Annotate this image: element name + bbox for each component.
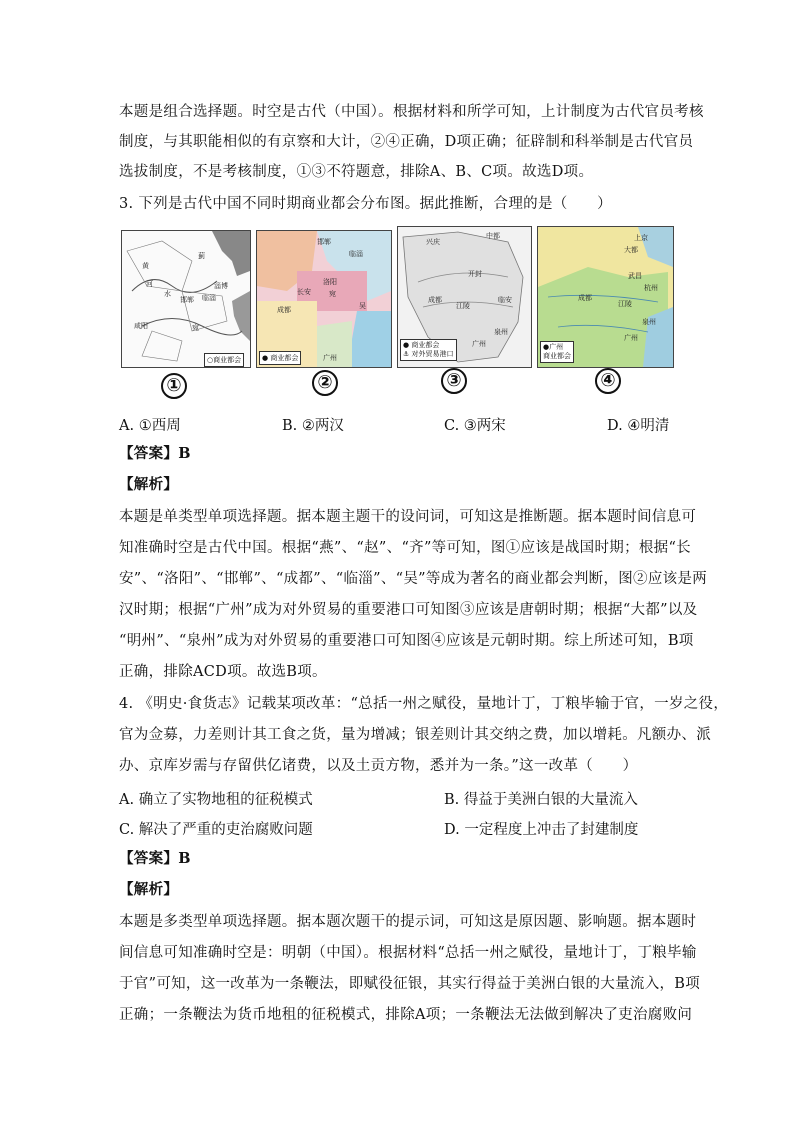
question-4-answer: 【答案】B [119,850,191,867]
map-label: 上京 [634,234,648,242]
map-label: 江陵 [618,300,632,308]
question-3-maps [119,226,674,396]
map-label: 杭州 [644,284,658,292]
map-label: 泉州 [642,318,656,326]
map-label: 广州 [624,334,638,342]
map-label: 宛 [192,324,199,332]
question-4-option-c[interactable]: C. 解决了严重的吏治腐败问题 [119,822,313,838]
question-4-analysis-line: 本题是多类型单项选择题。据本题次题干的提示词，可知这是原因题、影响题。据本题时 [119,914,697,930]
question-3-analysis-line: 安”、“洛阳”、“邯郸”、“成都”、“临淄”、“吴”等成为著名的商业都会判断，图②应该是两 [119,571,708,587]
map-label: 淄博 [214,282,228,290]
map-label: 泉州 [494,328,508,336]
question-3-analysis-line: “明州”、“泉州”成为对外贸易的重要港口可知图④应该是元朝时期。综上所述可知，B项 [119,633,694,649]
map-label: 洛阳 [323,278,337,286]
map-label: 成都 [277,306,291,314]
map-label: 咸阳 [134,322,148,330]
question-3-option-c[interactable]: C. ③两宋 [444,418,506,434]
map-label: 邯郸 [317,238,331,246]
map-label: 吴 [359,302,366,310]
question-3-option-a[interactable]: A. ①西周 [119,418,181,434]
map-number: ④ [595,368,621,394]
map-4-yuan [537,226,674,368]
map-label: 长安 [297,288,311,296]
question-4-analysis-line: 间信息可知准确时空是：明朝（中国）。根据材料“总括一州之赋役，量地计丁，丁粮毕输 [119,945,697,961]
map-label: 宛 [329,290,336,298]
map-label: 河 [146,280,153,288]
map-label: 临安 [498,296,512,304]
map-label: 武昌 [628,272,642,280]
map-number: ② [312,370,338,396]
map-label: 水 [164,290,171,298]
map-legend: ●广州 商业都会 [540,341,574,363]
map-label: 邯郸 [180,296,194,304]
map-2-drawing [257,231,391,367]
map-number: ③ [441,368,467,394]
map-1-warring-states [121,230,251,368]
question-4-stem-line: 官为佥募，力差则计其工食之货，量为增减；银差则计其交纳之费，加以增耗。凡额办、派 [119,727,711,743]
map-label: 中都 [486,232,500,240]
question-4-option-b[interactable]: B. 得益于美洲白银的大量流入 [444,792,638,808]
map-label: 临淄 [349,250,363,258]
question-4-stem-line: 办、京库岁需与存留供亿诸费，以及土贡方物，悉并为一条。”这一改革（ ） [119,758,638,774]
map-label: 黄 [142,262,149,270]
q2-explanation-line: 制度，与其职能相似的有京察和大计，②④正确，D项正确；征辟制和科举制是古代官员 [119,134,694,150]
map-label: 成都 [578,294,592,302]
question-3-analysis-label: 【解析】 [119,476,179,493]
question-4-analysis-line: 正确；一条鞭法为货币地租的征税模式，排除A项；一条鞭法无法做到解决了吏治腐败问 [119,1007,693,1023]
question-3-analysis-line: 汉时期；根据“广州”成为对外贸易的重要港口可知图③应该是唐朝时期；根据“大都”以及 [119,602,698,618]
q2-explanation-line: 选拔制度，不是考核制度，①③不符题意，排除A、B、C项。故选D项。 [119,164,594,180]
map-label: 蓟 [198,252,205,260]
question-4-analysis-line: 于官”可知，这一改革为一条鞭法，即赋役征银，其实行得益于美洲白银的大量流入，B项 [119,976,701,992]
question-3-option-b[interactable]: B. ②两汉 [282,418,344,434]
map-label: 江陵 [456,302,470,310]
question-4-stem-line: 4. 《明史·食货志》记载某项改革：“总括一州之赋役，量地计丁，丁粮毕输于官，一岁之役， [119,696,729,712]
map-number: ① [161,373,187,399]
map-label: 广州 [323,354,337,362]
map-label: 开封 [468,270,482,278]
map-3-song [397,226,532,368]
map-legend: ● 商业都会 [259,351,301,365]
question-3-option-d[interactable]: D. ④明清 [607,418,670,434]
question-4-analysis-label: 【解析】 [119,881,179,898]
map-legend: ○商业都会 [204,353,244,367]
map-label: 广州 [472,340,486,348]
map-legend-item: ● 商业都会 [403,341,440,349]
question-3-answer: 【答案】B [119,445,191,462]
question-4-option-d[interactable]: D. 一定程度上冲击了封建制度 [444,822,639,838]
map-2-han [256,230,392,368]
map-label: 大都 [624,246,638,254]
question-3-analysis-line: 本题是单类型单项选择题。据本题主题干的设问词，可知这是推断题。据本题时间信息可 [119,509,697,525]
map-legend [400,339,457,361]
map-label: 临淄 [202,294,216,302]
map-label: 兴庆 [426,238,440,246]
question-3-analysis-line: 正确，排除ACD项。故选B项。 [119,664,327,680]
question-3-analysis-line: 知准确时空是古代中国。根据“燕”、“赵”、“齐”等可知，图①应该是战国时期；根据“长 [119,540,691,556]
question-3-stem: 3. 下列是古代中国不同时期商业都会分布图。据此推断，合理的是（ ） [119,196,612,212]
question-4-option-a[interactable]: A. 确立了实物地租的征税模式 [119,792,313,808]
map-label: 成都 [428,296,442,304]
map-legend-item: ⚓ 对外贸易港口 [403,350,454,358]
q2-explanation-line: 本题是组合选择题。时空是古代（中国）。根据材料和所学可知，上计制度为古代官员考核 [119,104,704,120]
